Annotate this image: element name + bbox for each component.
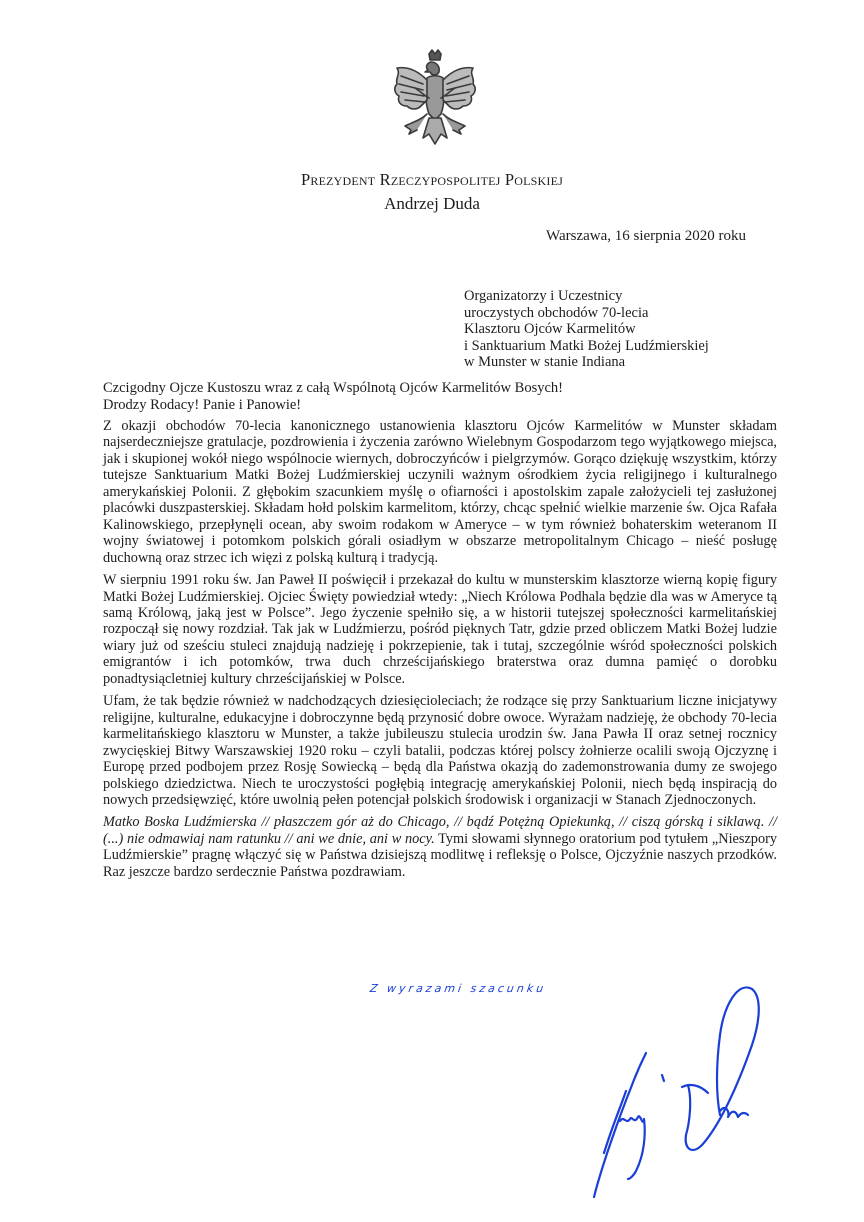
handwritten-closing: Z wyrazami szacunku [369, 982, 548, 995]
final-paragraph [103, 814, 777, 880]
oratorio-quote: Matko Boska Ludźmierska // płaszczem gór aż do Chicago, // bądź Potężną Opiekunką, // ciszą górską i siklawą. // (...) nie odmawiaj nam ratunku // ani we dnie, ani w nocy. [103, 814, 777, 847]
body-paragraph: Z okazji obchodów 70-lecia kanonicznego ustanowienia klasztoru Ojców Karmelitów w Munster składam najserdeczniejsze gratulacje, pozdrowienia i życzenia zarówno Wielebnym Gospodarzom tego wyjątkowego miejsca, jak i skupionej wokół niego wspólnocie wiernych, dobroczyńców i pielgrzymów. Gorąco dziękuję wszystkim, którzy tutejsze Sanktuarium Matki Bożej Ludźmierskiej uczynili ważnym ośrodkiem życia religijnego i kulturalnego amerykańskiej Polonii. Z głębokim szacunkiem myślę o ofiarności i apostolskim zapale założycieli tej zasłużonej placówki duszpasterskiej. Składam hołd polskim karmelitom, którzy, chcąc spełnić wielkie marzenie św. Ojca Rafała Kalinowskiego, przepłynęli ocean, aby swoim rodakom w Ameryce – w tym również bohaterskim weteranom II wojny światowej i potomkom polskich górali osiadłym w obszarze metropolitalnym Chicago – nieść posługę duchowną oraz strzec ich więzi z polską kulturą i tradycją. [103, 418, 777, 566]
salutation-line: Drodzy Rodacy! Panie i Panowie! [103, 396, 302, 413]
body-paragraph: W sierpniu 1991 roku św. Jan Paweł II poświęcił i przekazał do kultu w munsterskim klasztorze wierną kopię figury Matki Bożej Ludźmierskiej. Ojciec Święty powiedział wtedy: „Niech Królowa Podhala będzie dla was w Ameryce tą samą Królową, jaką jest w Polsce”. Jego życzenie spełniło się, a w historii tutejszej społeczności karmelitańskiej rozpoczął się nowy rozdział. Tak jak w Ludźmierzu, pośród pięknych Tatr, gdzie przed obliczem Matki Bożej ludzie wiary już od sześciu stuleci znajdują nadzieję i pokrzepienie, tak i tutaj, szczególnie wśród społeczności polskich emigrantów i ich potomków, trwa duch chrześcijańskiego braterstwa oraz dumna pamięć o dorobku ponadtysiącletniej kultury chrześcijańskiej w Polsce. [103, 572, 777, 687]
handwritten-signature-icon [560, 975, 800, 1200]
salutation [103, 380, 563, 413]
addressee-line: Klasztoru Ojców Karmelitów [464, 321, 636, 337]
salutation-line: Czcigodny Ojcze Kustoszu wraz z całą Wspólnotą Ojców Karmelitów Bosych! [103, 380, 563, 396]
office-title: Prezydent Rzeczypospolitej Polskiej [301, 170, 563, 189]
letter-date: Warszawa, 16 sierpnia 2020 roku [546, 228, 746, 244]
addressee-line: w Munster w stanie Indiana [464, 354, 626, 370]
final-paragraph-text: Tymi słowami słynnego oratorium pod tytułem „Nieszpory Ludźmierskie” pragnę włączyć się w Państwa dzisiejszą modlitwę i refleksję o Polsce, Ojczyźnie naszych przodków. Raz jeszcze bardzo serdecznie Państwa pozdrawiam. [103, 830, 777, 880]
addressee-line: uroczystych obchodów 70-lecia [464, 304, 649, 321]
addressee-line: Organizatorzy i Uczestnicy [464, 288, 623, 304]
body-paragraph: Ufam, że tak będzie również w nadchodzących dziesięcioleciach; że rodzące się przy Sanktuarium liczne inicjatywy religijne, kulturalne, edukacyjne i dobroczynne będą przynosić dobre owoce. Wyrażam nadzieję, że obchody 70-lecia karmelitańskiego klasztoru w Munster, a także jubileuszu stulecia urodzin św. Jana Pawła II oraz setnej rocznicy zwycięskiej Bitwy Warszawskiej 1920 roku – czyli batalii, podczas której polscy żołnierze ocalili swoją Ojczyznę i Europę przed podbojem przez Rosję Sowiecką – będą dla Państwa okazją do zademonstrowania dumy ze swojego polskiego dziedzictwa. Niech te uroczystości pogłębią integrację amerykańskiej Polonii, niech będą inspiracją do nowych przedsięwzięć, które uwolnią pełen potencjał polskich środowisk i organizacji w Stanach Zjednoczonych. [103, 693, 777, 808]
letter-body [103, 418, 777, 886]
addressee-line: i Sanktuarium Matki Bożej Ludźmierskiej [464, 337, 709, 354]
addressee-block [464, 288, 709, 371]
sender-name: Andrzej Duda [384, 194, 480, 213]
polish-eagle-emblem-icon [385, 48, 485, 156]
